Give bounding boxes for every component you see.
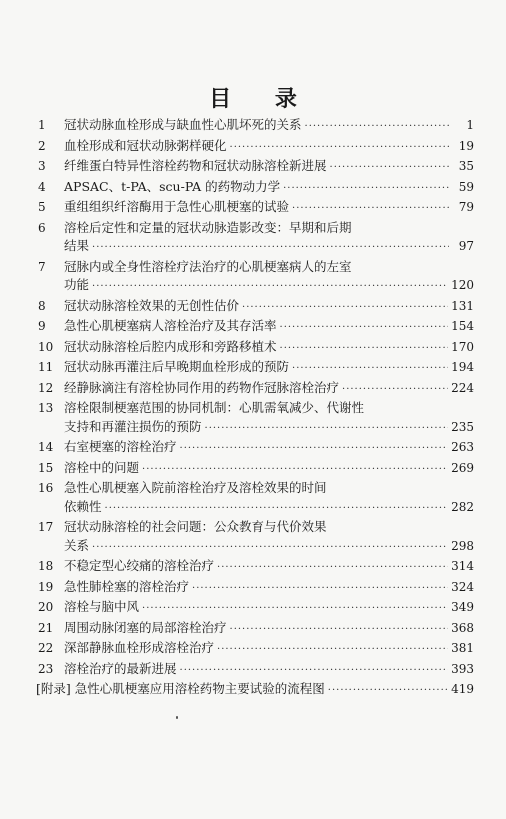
page-number: 120 <box>451 278 474 292</box>
dot-leader <box>280 340 449 359</box>
entry-title: 冠状动脉溶栓的社会问题：公众教育与代价效果 <box>64 519 327 534</box>
toc-entry <box>38 459 474 480</box>
toc-entry <box>38 619 474 640</box>
entry-number: 14 <box>38 440 54 454</box>
entry-number: 8 <box>38 298 46 313</box>
dot-leader <box>328 682 448 701</box>
dot-leader <box>292 360 448 379</box>
entry-number: 10 <box>38 339 54 354</box>
dot-leader <box>230 139 449 158</box>
toc-entry <box>38 557 474 578</box>
page-number: 131 <box>451 298 474 313</box>
page-number: 59 <box>458 179 474 194</box>
entry-title: 周围动脉闭塞的局部溶栓治疗 <box>64 619 227 635</box>
entry-number: 2 <box>38 138 46 153</box>
toc-entry <box>38 578 474 599</box>
entry-title: 急性心肌梗塞病人溶栓治疗及其存活率 <box>64 318 277 333</box>
page-number: 97 <box>458 239 474 253</box>
dot-leader <box>280 319 449 338</box>
entry-number: 16 <box>38 481 54 495</box>
entry-title: 溶栓与脑中风 <box>64 599 140 614</box>
page-number: 381 <box>451 641 474 655</box>
toc-entry <box>38 317 474 338</box>
entry-title: 冠状动脉溶栓后腔内成形和旁路移植术 <box>64 338 277 354</box>
page-number: 298 <box>451 538 474 553</box>
entry-title: 溶栓治疗的最新进展 <box>64 660 177 676</box>
page-number: 324 <box>451 579 474 594</box>
toc-entry <box>38 479 474 518</box>
page-title: 目 录 <box>209 87 315 112</box>
entry-number: 21 <box>38 620 54 635</box>
dot-leader <box>92 239 449 258</box>
dot-leader <box>283 180 449 199</box>
page-number: 263 <box>451 440 474 454</box>
toc-entry <box>38 297 474 318</box>
page-number: 1 <box>466 118 474 132</box>
dot-leader <box>142 461 448 480</box>
page-number: 393 <box>451 661 474 676</box>
page-number: 235 <box>451 419 474 434</box>
entry-number: 23 <box>38 661 54 676</box>
toc-entry <box>38 598 474 619</box>
entry-title: 支持和再灌注损伤的预防 <box>64 418 202 434</box>
page-number: 368 <box>451 620 474 635</box>
entry-title: 不稳定型心绞痛的溶栓治疗 <box>64 558 215 573</box>
entry-title: 右室梗塞的溶栓治疗 <box>64 439 177 454</box>
dot-leader <box>330 159 449 178</box>
entry-number: 9 <box>38 319 46 333</box>
entry-number: 13 <box>38 401 54 415</box>
dot-leader <box>192 580 448 599</box>
appendix-title: 急性心肌梗塞应用溶栓药物主要试验的流程图 <box>74 681 325 696</box>
entry-title: 急性心肌梗塞入院前溶栓治疗及溶栓效果的时间 <box>64 480 327 495</box>
entry-title: APSAC、t-PA、scu-PA 的药物动力学 <box>64 178 281 194</box>
toc-entry <box>38 198 474 219</box>
entry-number: 22 <box>38 641 54 655</box>
dot-leader <box>230 621 449 640</box>
entry-title: 结果 <box>64 238 90 253</box>
page-number: 419 <box>451 682 474 696</box>
toc-entry <box>38 660 474 681</box>
entry-title: 纤维蛋白特异性溶栓药物和冠状动脉溶栓新进展 <box>64 158 327 173</box>
toc-entry <box>38 178 474 199</box>
entry-number: 19 <box>38 579 54 594</box>
toc-entry <box>38 116 474 137</box>
dot-leader <box>92 539 448 558</box>
entry-title: 冠状动脉溶栓效果的无创性估价 <box>64 297 240 313</box>
dot-leader <box>217 641 448 660</box>
entry-title: 关系 <box>64 537 90 553</box>
entry-number: 15 <box>38 460 54 475</box>
entry-title: 急性肺栓塞的溶栓治疗 <box>64 578 190 594</box>
entry-title: 冠状动脉血栓形成与缺血性心肌坏死的关系 <box>64 117 302 132</box>
page-number: 269 <box>451 460 474 475</box>
page-number: 79 <box>458 200 474 214</box>
toc-entry <box>38 338 474 359</box>
toc-entry <box>38 379 474 400</box>
page-number: 194 <box>451 360 474 374</box>
entry-title: 溶栓限制梗塞范围的协同机制：心肌需氧减少、代谢性 <box>64 400 365 415</box>
entry-number: 20 <box>38 600 54 614</box>
dot-leader <box>242 299 448 318</box>
dot-leader <box>217 559 448 578</box>
entry-title: 溶栓后定性和定量的冠状动脉造影改变：早期和后期 <box>64 219 352 235</box>
page-number: 154 <box>451 319 474 333</box>
dot-leader <box>180 662 449 681</box>
table-of-contents <box>38 116 474 701</box>
toc-entry <box>38 639 474 660</box>
page-number: 170 <box>451 339 474 354</box>
page-number: 35 <box>458 159 474 173</box>
entry-title: 重组组织纤溶酶用于急性心肌梗塞的试验 <box>64 199 290 214</box>
entry-title: 冠状动脉再灌注后早晚期血栓形成的预防 <box>64 359 290 374</box>
entry-number: 6 <box>38 220 46 235</box>
page-number: 19 <box>458 138 474 153</box>
entry-number: 5 <box>38 200 46 214</box>
toc-entry <box>38 137 474 158</box>
toc-entry <box>38 358 474 379</box>
entry-number: 18 <box>38 559 54 573</box>
page-number: 282 <box>451 499 474 514</box>
dot-leader <box>142 600 448 619</box>
dot-leader <box>180 440 449 459</box>
entry-number: 3 <box>38 159 46 173</box>
scan-speck <box>176 716 178 719</box>
toc-entry <box>38 399 474 438</box>
dot-leader <box>342 381 448 400</box>
entry-number: 4 <box>38 179 46 194</box>
entry-title: 溶栓中的问题 <box>64 459 140 475</box>
dot-leader <box>305 118 449 137</box>
entry-number: 7 <box>38 259 46 274</box>
entry-title: 依赖性 <box>64 498 102 514</box>
dot-leader <box>92 278 448 297</box>
entry-title: 深部静脉血栓形成溶栓治疗 <box>64 640 215 655</box>
page-number: 349 <box>451 600 474 614</box>
toc-entry <box>38 219 474 258</box>
toc-appendix <box>38 680 474 701</box>
entry-title: 冠脉内或全身性溶栓疗法治疗的心肌梗塞病人的左室 <box>64 258 352 274</box>
toc-entry <box>38 438 474 459</box>
entry-number: 17 <box>38 520 54 534</box>
appendix-label: [附录] <box>36 681 71 696</box>
entry-title: 血栓形成和冠状动脉粥样硬化 <box>64 137 227 153</box>
entry-number: 1 <box>38 118 46 132</box>
page-number: 314 <box>451 559 474 573</box>
dot-leader <box>292 200 449 219</box>
entry-title: 功能 <box>64 277 90 292</box>
dot-leader <box>205 420 449 439</box>
dot-leader <box>105 500 449 519</box>
toc-entry <box>38 518 474 557</box>
toc-entry <box>38 258 474 297</box>
entry-number: 12 <box>38 380 54 395</box>
page-number: 224 <box>451 380 474 395</box>
toc-entry <box>38 157 474 178</box>
entry-title: 经静脉滴注有溶栓协同作用的药物作冠脉溶栓治疗 <box>64 379 340 395</box>
entry-number: 11 <box>38 360 54 374</box>
